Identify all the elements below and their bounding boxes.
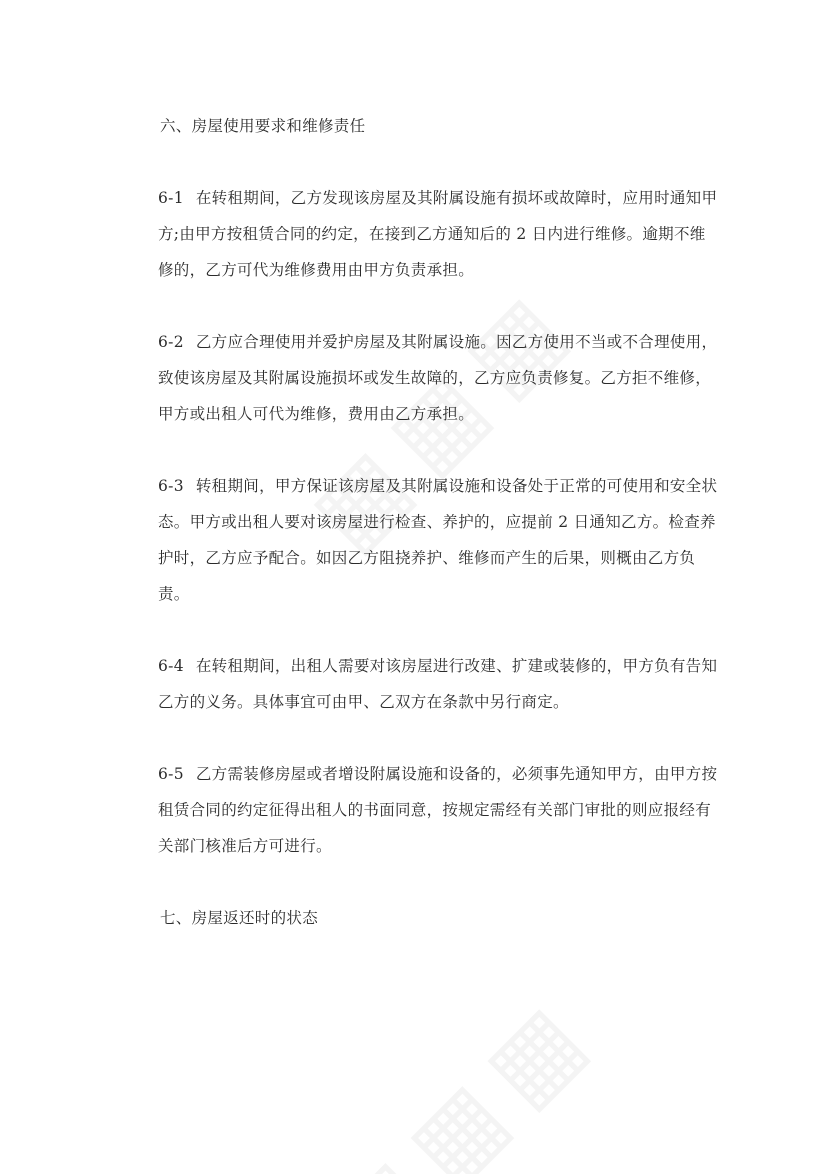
- clause-number: 6-4: [158, 657, 184, 675]
- clause-number: 6-2: [158, 333, 184, 351]
- clause-6-3: [158, 468, 720, 612]
- clause-text: 乙方需装修房屋或者增设附属设施和设备的，必须事先通知甲方，由甲方按租赁合同的约定征得出租人的书面同意，按规定需经有关部门审批的则应报经有关部门核准后方可进行。: [158, 765, 718, 855]
- section-heading-7: 七、房屋返还时的状态: [160, 909, 319, 927]
- clause-6-5: [158, 756, 720, 864]
- clause-number: 6-3: [158, 477, 184, 495]
- clause-text: 转租期间，甲方保证该房屋及其附属设施和设备处于正常的可使用和安全状态。甲方或出租人要对该房屋进行检查、养护的，应提前 2 日通知乙方。检查养护时，乙方应予配合。如因乙方阻挠养护、维修而产生的后果，则概由乙方负责。: [158, 477, 718, 603]
- document-body: [160, 108, 720, 972]
- clause-number: 6-5: [158, 765, 184, 783]
- clause-text: 在转租期间，乙方发现该房屋及其附属设施有损坏或故障时，应用时通知甲方;由甲方按租赁合同的约定，在接到乙方通知后的 2 日内进行维修。逾期不维修的，乙方可代为维修费用由甲方负责承担。: [158, 189, 718, 279]
- clause-text: 乙方应合理使用并爱护房屋及其附属设施。因乙方使用不当或不合理使用，致使该房屋及其附属设施损坏或发生故障的，乙方应负责修复。乙方拒不维修，甲方或出租人可代为维修，费用由乙方承担。: [158, 333, 718, 423]
- watermark-graphic-lower: [308, 971, 618, 1174]
- clause-6-2: [158, 324, 720, 432]
- clause-text: 在转租期间，出租人需要对该房屋进行改建、扩建或装修的，甲方负有告知乙方的义务。具体事宜可由甲、乙双方在条款中另行商定。: [158, 657, 718, 711]
- clause-number: 6-1: [158, 189, 184, 207]
- clause-6-4: [158, 648, 720, 720]
- clause-6-1: [158, 180, 720, 288]
- section-heading-6: 六、房屋使用要求和维修责任: [160, 117, 366, 135]
